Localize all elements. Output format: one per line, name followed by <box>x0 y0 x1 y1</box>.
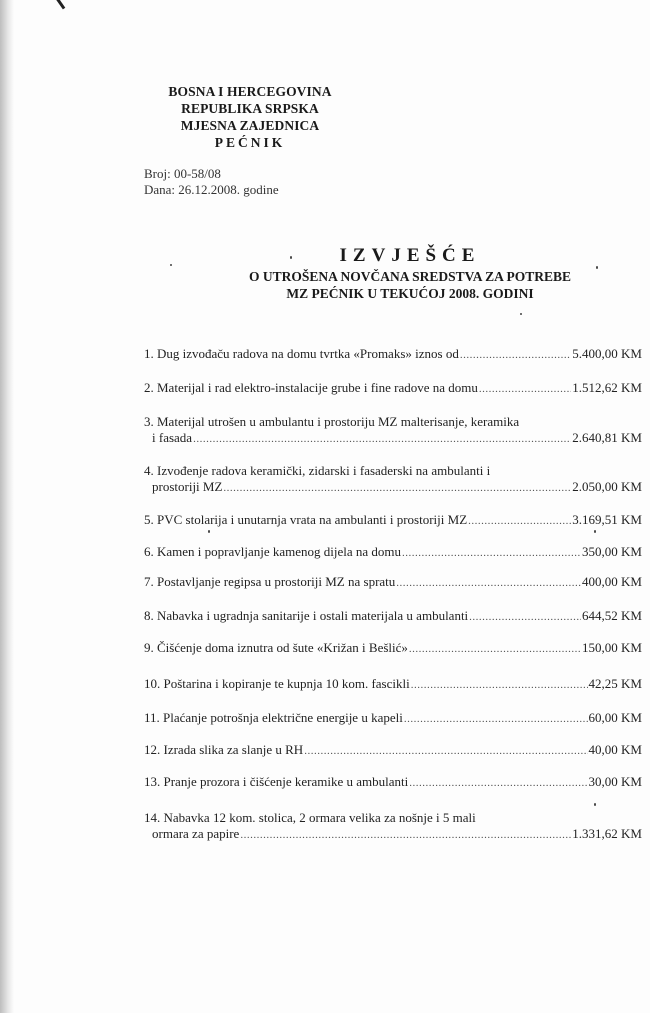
item-description: Nabavka i ugradnja sanitarije i ostali materijala u ambulanti <box>157 608 469 623</box>
report-heading <box>210 244 610 302</box>
item-amount: 644,52 KM <box>582 608 642 623</box>
item-number: 4. <box>144 463 154 478</box>
expense-item-2 <box>144 380 642 397</box>
item-number: 12. <box>144 742 161 757</box>
leader-dots <box>460 347 571 363</box>
item-description: Izrada slika za slanje u RH <box>163 742 304 757</box>
expense-item-8 <box>144 608 642 625</box>
scan-speck <box>208 530 210 533</box>
item-number: 8. <box>144 608 154 623</box>
leader-dots <box>411 677 588 693</box>
document-number: Broj: 00-58/08 <box>144 166 221 181</box>
item-amount: 60,00 KM <box>588 710 642 725</box>
leader-dots <box>304 743 587 759</box>
item-description: Pranje prozora i čišćenje keramike u ambulanti <box>163 774 409 789</box>
expense-item-12 <box>144 742 642 759</box>
scan-speck <box>290 256 292 259</box>
item-number: 7. <box>144 574 154 589</box>
expense-item-13 <box>144 774 642 791</box>
leader-dots <box>404 711 588 727</box>
item-amount: 2.640,81 KM <box>572 430 642 445</box>
item-number: 13. <box>144 774 161 789</box>
expense-item-9 <box>144 640 642 657</box>
item-description: Kamen i popravljanje kamenog dijela na domu <box>157 544 402 559</box>
item-description: PVC stolarija i unutarnja vrata na ambulanti i prostoriji MZ <box>157 512 468 527</box>
item-amount: 40,00 KM <box>588 742 642 757</box>
document-meta <box>144 166 279 198</box>
item-amount: 30,00 KM <box>588 774 642 789</box>
leader-dots <box>223 480 571 496</box>
item-description: Plaćanje potrošnja električne energije u kapeli <box>163 710 403 725</box>
item-number: 1. <box>144 346 154 361</box>
scan-speck <box>596 266 598 269</box>
item-amount: 1.512,62 KM <box>572 380 642 395</box>
letterhead-country: BOSNA I HERCEGOVINA <box>168 84 332 99</box>
scan-speck <box>594 803 596 806</box>
item-amount: 150,00 KM <box>582 640 642 655</box>
letterhead-organization: MJESNA ZAJEDNICA <box>180 118 320 133</box>
item-amount: 2.050,00 KM <box>572 479 642 494</box>
expense-item-6 <box>144 544 642 561</box>
expense-item-1 <box>144 346 642 363</box>
item-number: 10. <box>144 676 161 691</box>
scan-edge-shadow <box>0 0 14 1013</box>
leader-dots <box>396 575 581 591</box>
item-amount: 3.169,51 KM <box>572 512 642 527</box>
expense-item-14 <box>144 810 642 843</box>
letterhead <box>150 83 350 151</box>
expense-item-4 <box>144 463 642 496</box>
item-description: Poštarina i kopiranje te kupnja 10 kom. fascikli <box>163 676 410 691</box>
item-description: Postavljanje regipsa u prostoriji MZ na spratu <box>157 574 396 589</box>
report-subtitle-line1: O UTROŠENA NOVČANA SREDSTVA ZA POTREBE <box>249 269 571 284</box>
item-amount: 5.400,00 KM <box>572 346 642 361</box>
item-number: 6. <box>144 544 154 559</box>
item-description-continued: ormara za papire <box>152 826 240 841</box>
scan-corner-mark <box>54 0 66 9</box>
leader-dots <box>409 775 587 791</box>
item-number: 11. <box>144 710 160 725</box>
item-number: 9. <box>144 640 154 655</box>
leader-dots <box>402 545 581 561</box>
item-description: Materijal utrošen u ambulantu i prostoriju MZ malterisanje, keramika <box>157 414 520 429</box>
item-number: 2. <box>144 380 154 395</box>
item-amount: 400,00 KM <box>582 574 642 589</box>
leader-dots <box>409 641 581 657</box>
item-description: Nabavka 12 kom. stolica, 2 ormara velika za nošnje i 5 mali <box>163 810 476 825</box>
scan-speck <box>594 530 596 533</box>
expense-item-11 <box>144 710 642 727</box>
expense-item-10 <box>144 676 642 693</box>
item-description: Dug izvođaču radova na domu tvrtka «Promaks» iznos od <box>157 346 459 361</box>
item-description: Materijal i rad elektro-instalacije grube i fine radove na domu <box>157 380 478 395</box>
item-number: 3. <box>144 414 154 429</box>
expense-item-7 <box>144 574 642 591</box>
item-description: Čišćenje doma iznutra od šute «Križan i Bešlić» <box>157 640 408 655</box>
item-number: 5. <box>144 512 154 527</box>
letterhead-entity: REPUBLIKA SRPSKA <box>181 101 319 116</box>
item-description-continued: prostoriji MZ <box>152 479 223 494</box>
item-amount: 42,25 KM <box>588 676 642 691</box>
leader-dots <box>468 513 571 529</box>
leader-dots <box>479 381 571 397</box>
report-subtitle-line2: MZ PEĆNIK U TEKUĆOJ 2008. GODINI <box>286 286 534 301</box>
item-amount: 1.331,62 KM <box>572 826 642 841</box>
scan-speck <box>170 264 172 266</box>
expense-item-3 <box>144 414 642 447</box>
letterhead-place: PEĆNIK <box>214 135 286 150</box>
leader-dots <box>469 609 581 625</box>
item-description: Izvođenje radova keramički, zidarski i fasaderski na ambulanti i <box>157 463 491 478</box>
leader-dots <box>240 827 571 843</box>
expense-item-5 <box>144 512 642 529</box>
item-description-continued: i fasada <box>152 430 193 445</box>
leader-dots <box>193 431 571 447</box>
item-amount: 350,00 KM <box>582 544 642 559</box>
scan-speck <box>520 313 522 315</box>
document-date: Dana: 26.12.2008. godine <box>144 182 279 197</box>
report-title: IZVJEŠĆE <box>339 245 481 266</box>
item-number: 14. <box>144 810 161 825</box>
